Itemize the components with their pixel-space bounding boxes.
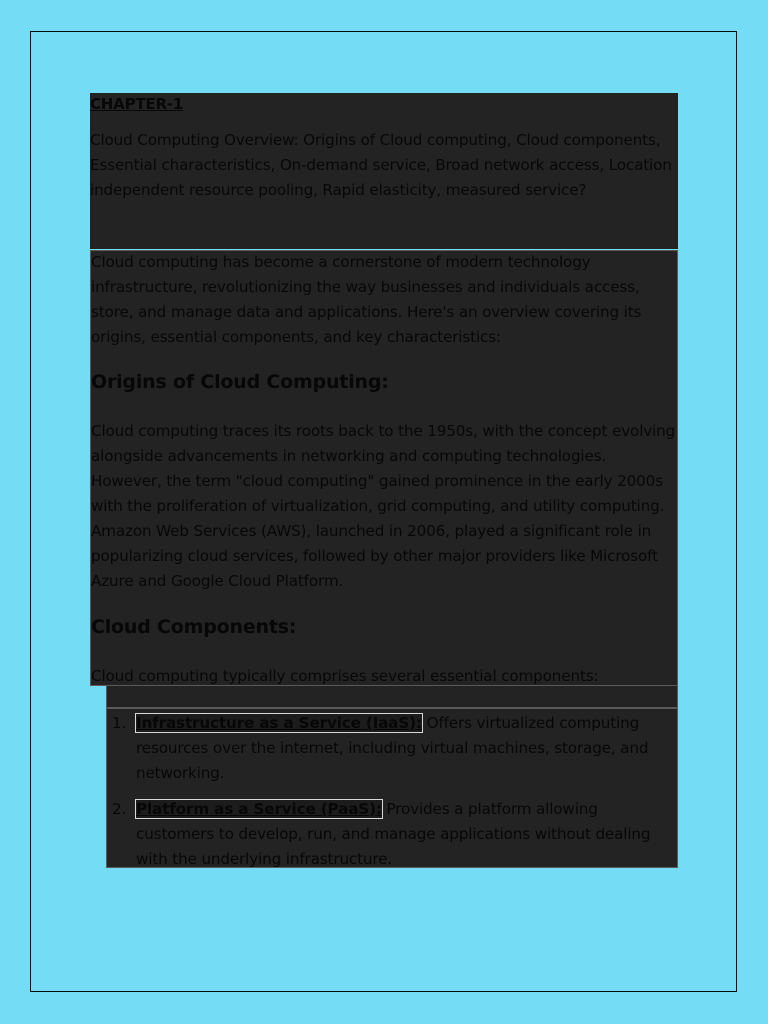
intro-paragraph: Cloud computing has become a cornerstone of modern technology infrastructure, revolutionizing the way businesses and individuals access, store, and manage data and applications. Here's an overview covering its origins, essential components, and key characteristics: (91, 253, 642, 346)
chapter-heading: CHAPTER-1 (90, 95, 184, 113)
divider-strip (106, 686, 678, 708)
origins-heading: Origins of Cloud Computing: (91, 371, 389, 393)
list-item-number: 1. (112, 714, 127, 732)
list-item-number: 2. (112, 800, 127, 818)
chapter-block (90, 93, 678, 249)
chapter-overview: Cloud Computing Overview: Origins of Cloud computing, Cloud components, Essential characteristics, On-demand service, Broad network access, Location independent resource pooling, Rapid elasticity, measured service? (90, 131, 672, 199)
list-item-text (136, 711, 666, 786)
list-item-text (136, 797, 666, 872)
list-item-term[interactable]: Infrastructure as a Service (IaaS): (136, 714, 422, 732)
components-paragraph: Cloud computing typically comprises several essential components: (91, 667, 599, 685)
components-heading: Cloud Components: (91, 616, 297, 638)
components-list-block (106, 708, 678, 868)
list-item-term[interactable]: Platform as a Service (PaaS): (136, 800, 382, 818)
list-item-description: Provides a platform allowing customers to develop, run, and manage applications without dealing with the underlying infrastructure. (136, 800, 651, 868)
main-content-block (90, 250, 678, 686)
list-item-description: Offers virtualized computing resources over the internet, including virtual machines, storage, and networking. (136, 714, 649, 782)
origins-paragraph: Cloud computing traces its roots back to the 1950s, with the concept evolving alongside advancements in networking and computing technologies. However, the term "cloud computing" gained prominence in the early 2000s with the proliferation of virtualization, grid computing, and utility computing. Amazon Web Services (AWS), launched in 2006, played a significant role in popularizing cloud services, followed by other major providers like Microsoft Azure and Google Cloud Platform. (91, 422, 676, 590)
